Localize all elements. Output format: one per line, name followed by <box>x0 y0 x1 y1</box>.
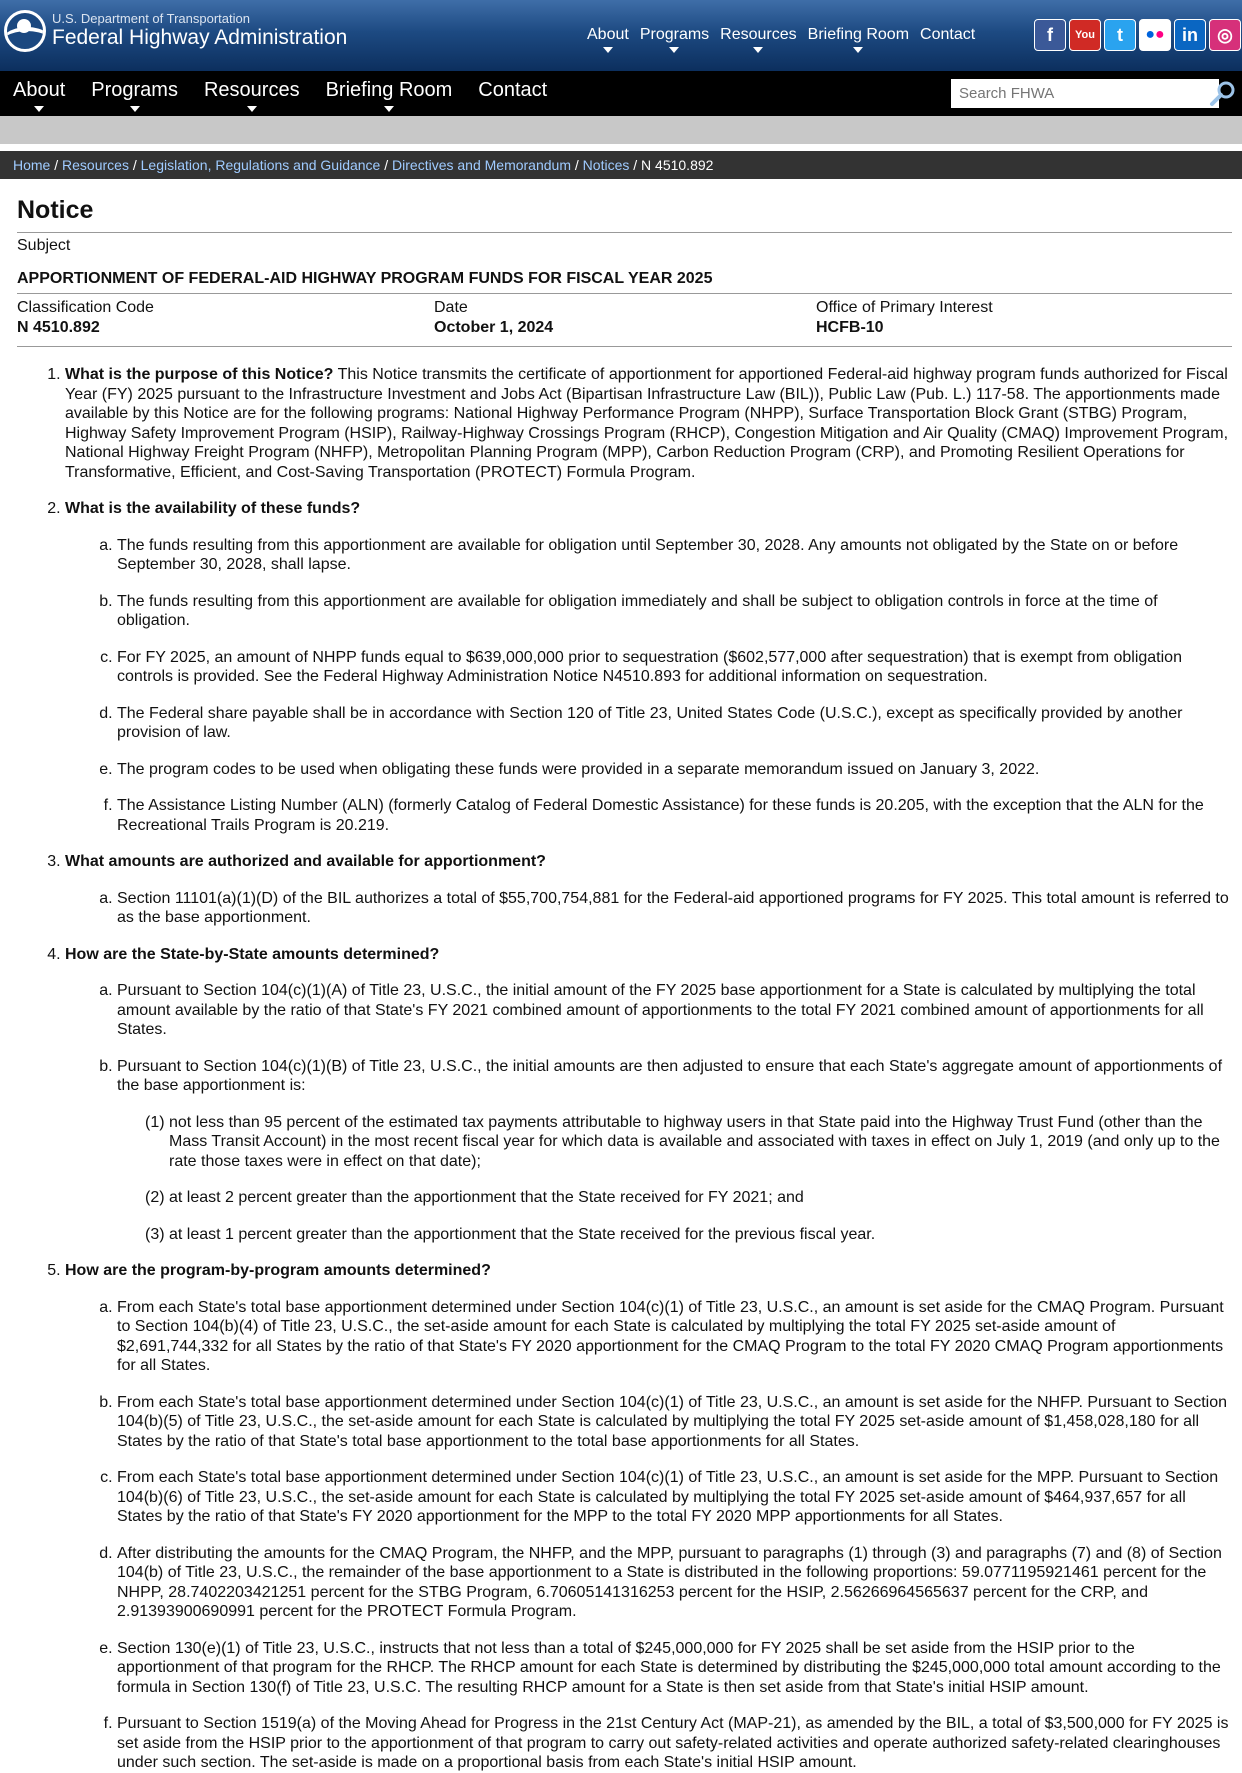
notice-sections <box>17 365 1230 1773</box>
spacer-band <box>0 116 1242 144</box>
breadcrumb-current: N 4510.892 <box>641 157 714 173</box>
notice-section <box>65 945 1230 1245</box>
section-item-text: Pursuant to Section 104(c)(1)(A) of Title 23, U.S.C., the initial amount of the FY 2025 base apportionment for a State is calculated by multiplying the total amount available by the ratio of that State's FY 2021 combined amount of apportionments to the total FY 2021 combined amount of apportionments for all States. <box>117 982 1204 1038</box>
section-item-text: Section 11101(a)(1)(D) of the BIL authorizes a total of $55,700,754,881 for the Federal-aid apportioned programs for FY 2025. This total amount is referred to as the base apportionment. <box>117 889 1229 926</box>
caret-down-icon <box>853 47 863 53</box>
section-item <box>117 981 1230 1040</box>
section-question: What amounts are authorized and available for apportionment? <box>65 853 546 870</box>
section-question: What is the purpose of this Notice? <box>65 366 334 383</box>
topnav-about[interactable]: About <box>587 26 629 53</box>
section-subitem: (3) at least 1 percent greater than the apportionment that the State received for the previous fiscal year. <box>145 1225 876 1243</box>
fhwa-logo[interactable] <box>4 10 347 52</box>
section-item-text: The program codes to be used when obligating these funds were provided in a separate memorandum issued on January 3, 2022. <box>117 760 1040 778</box>
main-content <box>0 196 1242 1773</box>
section-question: What is the availability of these funds? <box>65 500 361 517</box>
breadcrumb: Home / Resources / Legislation, Regulations and Guidance / Directives and Memorandum / Notices / N 4510.892 <box>0 151 1242 179</box>
section-item <box>117 1468 1230 1527</box>
divider <box>17 346 1232 347</box>
nav-programs[interactable]: Programs <box>91 79 178 112</box>
section-item <box>117 648 1230 687</box>
search-icon[interactable] <box>1208 79 1238 109</box>
section-item-text: The funds resulting from this apportionment are available for obligation immediately and shall be subject to obligation controls in force at the time of obligation. <box>117 592 1158 629</box>
breadcrumb-notices[interactable]: Notices <box>582 157 630 173</box>
section-item-text: From each State's total base apportionment determined under Section 104(c)(1) of Title 23, U.S.C., an amount is set aside for the CMAQ Program. Pursuant to Section 104(b)(4) of Title 23, U.S.C., the set-aside amount for each State is calculated by multiplying the total FY 2025 set-aside amount of $2,691,744,332 for all States by the ratio of that State's FY 2020 apportionment for the CMAQ Program to the total FY 2020 CMAQ Program apportionments for all States. <box>117 1298 1224 1374</box>
section-subitem: (1) not less than 95 percent of the estimated tax payments attributable to highway users in that State paid into the Highway Trust Fund (other than the Mass Transit Account) in the most recent fiscal year for which data is available and associated with taxes in effect on July 1, 2019 (and only up to the rate those taxes were in effect on that date); <box>145 1113 1220 1170</box>
breadcrumb-resources[interactable]: Resources <box>62 157 129 173</box>
facebook-icon[interactable]: f <box>1034 19 1066 51</box>
caret-down-icon <box>384 106 394 112</box>
topnav-contact[interactable]: Contact <box>920 26 976 43</box>
caret-down-icon <box>603 47 613 53</box>
top-nav <box>587 26 975 53</box>
section-item <box>117 704 1230 743</box>
search-input[interactable] <box>951 79 1219 108</box>
section-item <box>117 796 1230 835</box>
section-item-text: Section 130(e)(1) of Title 23, U.S.C., instructs that not less than a total of $245,000,000 for FY 2025 shall be set aside from the HSIP prior to the apportionment of that program for the RHCP. The RHCP amount for each State is determined by distributing the $245,000,000 total amount according to the formula in Section 130(f) of Title 23, U.S.C. The resulting RHCP amount for a State is then set aside from that State's initial HSIP amount. <box>117 1639 1221 1696</box>
office-label: Office of Primary Interest <box>816 299 993 316</box>
section-subitem: (2) at least 2 percent greater than the apportionment that the State received for FY 2021; and <box>145 1189 804 1206</box>
topnav-programs[interactable]: Programs <box>640 26 709 53</box>
nav-about[interactable]: About <box>13 79 65 112</box>
dot-emblem-icon <box>4 10 46 52</box>
date-value: October 1, 2024 <box>434 319 554 336</box>
section-question: How are the State-by-State amounts determined? <box>65 945 440 963</box>
notice-meta <box>17 294 1230 338</box>
section-item <box>117 1544 1230 1622</box>
agency-department: U.S. Department of Transportation <box>52 11 250 26</box>
flickr-icon[interactable]: ● ● <box>1139 19 1171 51</box>
linkedin-icon[interactable]: in <box>1174 19 1206 51</box>
nav-contact[interactable]: Contact <box>478 79 548 101</box>
page-title: Notice <box>17 196 94 224</box>
nav-resources[interactable]: Resources <box>204 79 300 112</box>
section-item <box>117 1393 1230 1452</box>
section-item-text: After distributing the amounts for the CMAQ Program, the NHFP, and the MPP, pursuant to paragraphs (1) through (3) and paragraphs (7) and (8) of Section 104(b) of Title 23, U.S.C., the remainder of the base apportionment to a State is distributed in the following proportions: 59.0771195921461 percent for the NHPP, 28.7402203421251 percent for the STBG Program, 6.70605141316253 percent for the HSIP, 2.56266964565637 percent for the CRP, and 2.91393900690991 percent for the PROTECT Formula Program. <box>117 1544 1222 1620</box>
caret-down-icon <box>247 106 257 112</box>
section-item-text: Pursuant to Section 1519(a) of the Moving Ahead for Progress in the 21st Century Act (MAP-21), as amended by the BIL, a total of $3,500,000 for FY 2025 is set aside from the HSIP prior to the apportionment of that program to carry out safety-related activities and operate authorized safety-related clearinghouses under such section. The set-aside is made on a proportional basis from each State's initial HSIP amount. <box>117 1715 1229 1771</box>
office-value: HCFB-10 <box>816 319 884 336</box>
section-text: This Notice transmits the certificate of apportionment for apportioned Federal-aid highway program funds authorized for Fiscal Year (FY) 2025 pursuant to the Infrastructure Investment and Jobs Act (Bipartisan Infrastructure Law (BIL)), Public Law (Pub. L.) 117-58. The apportionments made available by this Notice are for the following programs: National Highway Performance Program (NHPP), Surface Transportation Block Grant (STBG) Program, Highway Safety Improvement Program (HSIP), Railway-Highway Crossings Program (RHCP), Congestion Mitigation and Air Quality (CMAQ) Improvement Program, National Highway Freight Program (NHFP), Metropolitan Planning Program (MPP), Carbon Reduction Program (CRP), and Promoting Resilient Operations for Transformative, Efficient, and Cost-Saving Transportation (PROTECT) Formula Program. <box>65 366 1229 481</box>
divider <box>17 232 1232 233</box>
social-links <box>1034 19 1241 51</box>
section-item <box>117 1714 1230 1773</box>
section-item <box>117 536 1230 575</box>
section-item <box>117 760 1230 780</box>
section-question: How are the program-by-program amounts determined? <box>65 1262 491 1279</box>
section-item <box>117 592 1230 631</box>
subject-title: APPORTIONMENT OF FEDERAL-AID HIGHWAY PROGRAM FUNDS FOR FISCAL YEAR 2025 <box>17 270 713 287</box>
section-item-text: Pursuant to Section 104(c)(1)(B) of Title 23, U.S.C., the initial amounts are then adjusted to ensure that each State's aggregate amount of apportionments of the base apportionment is: <box>117 1057 1223 1094</box>
section-item <box>117 1057 1230 1245</box>
youtube-icon[interactable]: You <box>1069 19 1101 51</box>
caret-down-icon <box>130 106 140 112</box>
section-item <box>117 1298 1230 1376</box>
instagram-icon[interactable]: ◎ <box>1209 19 1241 51</box>
notice-section <box>65 499 1230 835</box>
section-item <box>117 889 1230 928</box>
main-nav <box>0 71 1242 116</box>
section-item-text: The Assistance Listing Number (ALN) (formerly Catalog of Federal Domestic Assistance) for these funds is 20.205, with the exception that the ALN for the Recreational Trails Program is 20.219. <box>117 797 1204 834</box>
caret-down-icon <box>34 106 44 112</box>
nav-briefing-room[interactable]: Briefing Room <box>326 79 453 112</box>
site-header <box>0 0 1242 71</box>
notice-section <box>65 852 1230 928</box>
breadcrumb-directives[interactable]: Directives and Memorandum <box>392 157 571 173</box>
section-item <box>117 1639 1230 1698</box>
classification-label: Classification Code <box>17 299 154 316</box>
caret-down-icon <box>669 47 679 53</box>
agency-name: Federal Highway Administration <box>52 26 348 49</box>
subject-label: Subject <box>17 237 71 254</box>
section-item-text: The Federal share payable shall be in accordance with Section 120 of Title 23, United States Code (U.S.C.), except as specifically provided by another provision of law. <box>117 704 1183 741</box>
section-item-text: The funds resulting from this apportionment are available for obligation until September 30, 2028. Any amounts not obligated by the State on or before September 30, 2028, shall lapse. <box>117 536 1179 573</box>
notice-section <box>65 1261 1230 1773</box>
caret-down-icon <box>753 47 763 53</box>
breadcrumb-home[interactable]: Home <box>13 157 51 173</box>
date-label: Date <box>434 299 468 316</box>
notice-section <box>65 365 1230 482</box>
section-item-text: From each State's total base apportionment determined under Section 104(c)(1) of Title 23, U.S.C., an amount is set aside for the MPP. Pursuant to Section 104(b)(6) of Title 23, U.S.C., the set-aside amount for each State is calculated by multiplying the total FY 2025 set-aside amount of $464,937,657 for all States by the ratio of that State's FY 2020 apportionment for the MPP to the total FY 2020 MPP apportionments for all States. <box>117 1469 1219 1525</box>
topnav-resources[interactable]: Resources <box>720 26 796 53</box>
section-item-text: From each State's total base apportionment determined under Section 104(c)(1) of Title 23, U.S.C., an amount is set aside for the NHFP. Pursuant to Section 104(b)(5) of Title 23, U.S.C., the set-aside amount for each State is calculated by multiplying the total FY 2025 set-aside amount of $1,458,028,180 for all States by the ratio of that State's total base apportionment to the total base apportionments for all States. <box>117 1393 1227 1450</box>
classification-value: N 4510.892 <box>17 319 100 336</box>
topnav-briefing-room[interactable]: Briefing Room <box>808 26 909 53</box>
twitter-icon[interactable]: t <box>1104 19 1136 51</box>
breadcrumb-legislation[interactable]: Legislation, Regulations and Guidance <box>140 157 381 173</box>
section-item-text: For FY 2025, an amount of NHPP funds equal to $639,000,000 prior to sequestration ($602,577,000 after sequestration) that is exempt from obligation controls is provided. See the Federal Highway Administration Notice N4510.893 for additional information on sequestration. <box>117 648 1182 685</box>
